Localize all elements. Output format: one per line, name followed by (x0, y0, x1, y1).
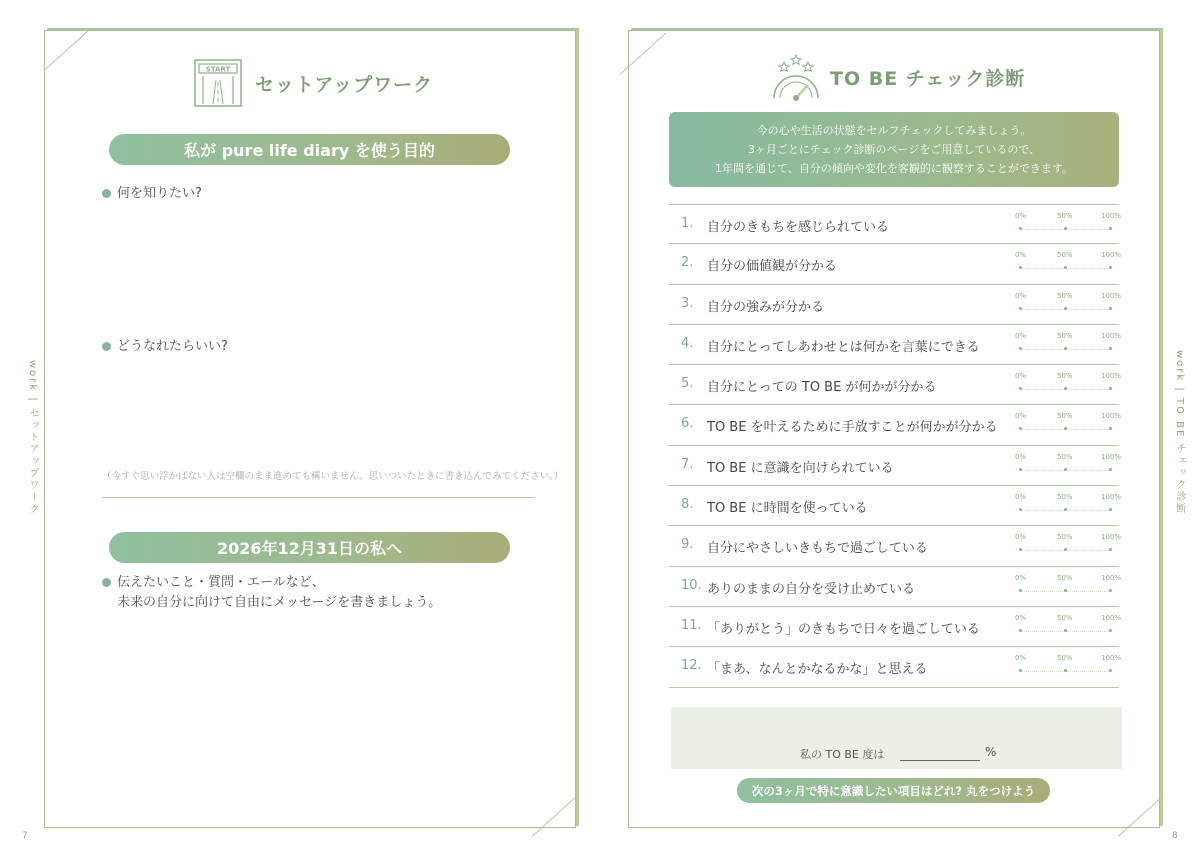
check-row (669, 526, 1122, 566)
scale-dot (1064, 629, 1067, 632)
scale-label-50: 50% (1057, 493, 1073, 502)
check-number: 12. (681, 658, 702, 674)
right-page-number: 8 (1172, 831, 1178, 841)
scale-dot (1109, 629, 1112, 632)
scale-label-50: 50% (1057, 654, 1073, 663)
scale-dot (1019, 629, 1022, 632)
bullet-dot (102, 578, 111, 587)
scale-label-0: 0% (1015, 251, 1027, 260)
scale-label-0: 0% (1015, 493, 1027, 502)
scale-label-100: 100% (1101, 251, 1122, 260)
check-row (669, 405, 1122, 445)
intro-box (669, 112, 1119, 187)
next-focus-pill: 次の3ヶ月で特に意識したい項目はどれ? 丸をつけよう (737, 778, 1050, 803)
right-side-label: work | TO BE チェック診断 (1174, 350, 1185, 516)
scale-dot (1019, 468, 1022, 471)
scale-dot (1109, 548, 1112, 551)
scale-label-0: 0% (1015, 613, 1027, 622)
question-become-text: どうなれたらいい? (117, 339, 228, 354)
check-list (669, 204, 1122, 688)
scale-label-0: 0% (1015, 573, 1027, 582)
optional-note: （今すぐ思い浮かばない人は空欄のまま進めても構いません。思いついたときに書き込んでみてください。） (102, 471, 564, 482)
intro-line-3: 1年間を通じて、自分の傾向や変化を客観的に観察することができます。 (715, 162, 1073, 175)
result-box (671, 707, 1122, 769)
check-row (669, 244, 1122, 284)
scale-label-100: 100% (1101, 291, 1122, 300)
check-text: 自分にやさしいきもちで過ごしている (707, 541, 928, 557)
check-number: 11. (681, 617, 702, 633)
scale-label-100: 100% (1101, 212, 1122, 220)
scale-dot (1019, 589, 1022, 592)
scale-dot (1109, 387, 1112, 390)
scale-dot (1109, 307, 1112, 310)
check-number: 7. (681, 456, 694, 472)
start-gate-icon (193, 58, 243, 108)
scale-label-100: 100% (1101, 452, 1122, 461)
result-blank-line[interactable] (900, 760, 980, 761)
scale-dot (1109, 347, 1112, 350)
check-number: 10. (681, 577, 702, 593)
rating-scale[interactable] (1015, 372, 1122, 396)
scale-dot (1019, 307, 1022, 310)
left-page-title: セットアップワーク (255, 73, 434, 96)
check-row (669, 325, 1122, 365)
question-know-text: 何を知りたい? (117, 186, 202, 201)
check-row (669, 446, 1122, 486)
question-know (102, 184, 202, 204)
check-text: TO BE に時間を使っている (707, 501, 868, 517)
check-number: 2. (681, 255, 694, 271)
check-row (669, 647, 1122, 687)
scale-label-100: 100% (1101, 412, 1122, 421)
check-text: 自分のきもちを感じられている (707, 220, 890, 235)
scale-label-50: 50% (1057, 613, 1073, 622)
check-number: 5. (681, 376, 694, 392)
rating-scale[interactable] (1015, 654, 1122, 678)
rating-scale[interactable] (1015, 291, 1122, 316)
scale-label-100: 100% (1101, 573, 1122, 582)
check-text: 自分にとっての TO BE が何かが分かる (707, 380, 937, 396)
check-text: TO BE に意識を向けられている (707, 460, 894, 476)
scale-label-0: 0% (1015, 291, 1027, 300)
scale-dot (1109, 589, 1112, 592)
intro-line-1: 今の心や生活の状態をセルフチェックしてみましょう。 (756, 124, 1032, 137)
check-row (669, 607, 1122, 647)
bullet-dot (102, 189, 111, 198)
check-text: 自分の強みが分かる (707, 299, 825, 315)
left-page-number: 7 (22, 831, 28, 841)
gauge-stars-icon (768, 52, 824, 102)
scale-label-50: 50% (1057, 372, 1073, 381)
scale-dot (1109, 227, 1112, 230)
message-line-2: 未来の自分に向けて自由にメッセージを書きましょう。 (117, 595, 442, 610)
scale-label-50: 50% (1057, 412, 1073, 421)
check-text: ありのままの自分を受け止めている (707, 581, 916, 597)
check-number: 3. (681, 295, 694, 311)
scale-dot (1019, 227, 1022, 230)
scale-dot (1109, 266, 1112, 269)
scale-label-100: 100% (1101, 331, 1122, 340)
rating-scale[interactable] (1015, 412, 1122, 436)
message-line-1: 伝えたいこと・質問・エールなど、 (117, 575, 325, 590)
divider (102, 497, 535, 498)
check-text: TO BE を叶えるために手放すことが何かが分かる (707, 420, 998, 436)
result-unit: % (985, 745, 997, 759)
rating-scale[interactable] (1015, 452, 1122, 477)
check-number: 6. (681, 416, 694, 432)
check-number: 1. (681, 216, 694, 231)
scale-label-100: 100% (1101, 613, 1122, 622)
scale-label-50: 50% (1057, 573, 1073, 582)
scale-label-0: 0% (1015, 212, 1027, 220)
intro-line-2: 3ヶ月ごとにチェック診断のページをご用意しているので、 (747, 143, 1041, 156)
bullet-dot (102, 342, 111, 351)
left-title-row (193, 58, 433, 108)
purpose-section-header: 私が pure life diary を使う目的 (109, 134, 510, 165)
scale-dot (1064, 589, 1067, 592)
check-text: 自分にとってしあわせとは何かを言葉にできる (707, 339, 980, 355)
scale-dot (1064, 347, 1067, 350)
scale-dot (1109, 508, 1112, 511)
rating-scale[interactable] (1015, 533, 1122, 557)
rating-scale[interactable] (1015, 493, 1122, 517)
check-row (669, 204, 1122, 244)
right-page-title: TO BE チェック診断 (830, 67, 1026, 90)
result-label: 私の TO BE 度は (800, 748, 885, 761)
scale-label-50: 50% (1057, 533, 1073, 542)
check-number: 4. (681, 335, 694, 351)
check-row (669, 567, 1122, 607)
scale-label-0: 0% (1015, 412, 1027, 421)
scale-dot (1064, 227, 1067, 230)
scale-dot (1109, 669, 1112, 672)
future-self-section-header: 2026年12月31日の私へ (109, 532, 510, 563)
check-row (669, 285, 1122, 325)
rating-scale[interactable] (1015, 251, 1122, 275)
scale-label-100: 100% (1101, 654, 1122, 663)
scale-dot (1019, 347, 1022, 350)
scale-label-100: 100% (1101, 533, 1122, 542)
scale-dot (1064, 307, 1067, 310)
rating-scale[interactable] (1015, 573, 1122, 598)
scale-label-0: 0% (1015, 654, 1027, 663)
message-instruction (102, 573, 441, 613)
scale-label-50: 50% (1057, 251, 1073, 260)
scale-label-0: 0% (1015, 372, 1027, 381)
start-sign: START (205, 65, 231, 74)
scale-label-50: 50% (1057, 331, 1073, 340)
rating-scale[interactable] (1015, 331, 1122, 356)
check-number: 9. (681, 537, 694, 553)
question-become (102, 337, 228, 357)
check-number: 8. (681, 497, 694, 513)
rating-scale[interactable] (1015, 613, 1122, 638)
check-row (669, 365, 1122, 405)
scale-dot (1064, 468, 1067, 471)
check-row (669, 486, 1122, 526)
check-text: 「ありがとう」のきもちで日々を過ごしている (707, 621, 980, 637)
left-side-label: work | セットアップワーク (27, 360, 38, 516)
scale-label-100: 100% (1101, 493, 1122, 502)
check-text: 「まあ、なんとかなるかな」と思える (707, 662, 928, 678)
scale-label-50: 50% (1057, 212, 1073, 220)
scale-label-50: 50% (1057, 452, 1073, 461)
scale-label-50: 50% (1057, 291, 1073, 300)
scale-label-0: 0% (1015, 331, 1027, 340)
scale-dot (1109, 468, 1112, 471)
right-title-row (768, 52, 1025, 102)
scale-label-100: 100% (1101, 372, 1122, 381)
rating-scale[interactable] (1015, 212, 1122, 236)
scale-label-0: 0% (1015, 533, 1027, 542)
check-text: 自分の価値観が分かる (707, 259, 838, 275)
scale-label-0: 0% (1015, 452, 1027, 461)
